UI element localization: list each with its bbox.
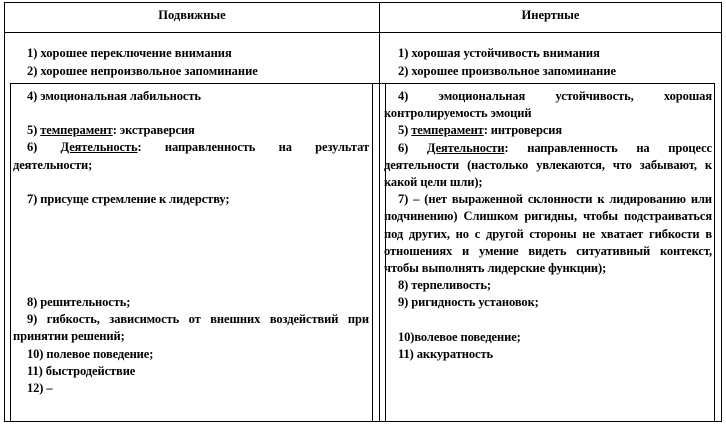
inner-box-top <box>10 83 715 84</box>
right-item-9: 9) ригидность установок; <box>398 295 539 310</box>
right-item-4: 4) эмоциональная устойчивость, хорошая контролируемость эмоций <box>384 89 712 121</box>
inner-box-left <box>10 83 11 421</box>
right-column <box>384 88 712 363</box>
right-item-8: 8) терпеливость; <box>398 278 491 293</box>
left-row-1: 1) хорошее переключение внимания <box>27 46 232 60</box>
right-border <box>721 2 722 422</box>
inner-box-right <box>714 83 715 421</box>
inner-divider-left <box>372 83 373 421</box>
left-item-7: 7) присуще стремление к лидерству; <box>27 191 230 206</box>
header-inert: Инертные <box>521 8 580 22</box>
left-column <box>13 88 369 397</box>
left-item-10: 10) полевое поведение; <box>27 346 154 361</box>
header-mobile: Подвижные <box>158 8 226 22</box>
right-row-2: 2) хорошее произвольное запоминание <box>398 64 617 78</box>
left-item-11: 11) быстродействие <box>27 363 136 378</box>
right-item-11: 11) аккуратность <box>398 346 493 361</box>
left-item-4: 4) эмоциональная лабильность <box>27 89 201 103</box>
left-item-6: 6) Деятельность: направленность на результат деятельности; <box>13 140 369 172</box>
right-item-5: 5) темперамент: интроверсия <box>398 123 563 138</box>
right-item-6: 6) Деятельности: направленность на процесс деятельности (настолько увлекаются, что забывают, к какой цели шли); <box>384 140 712 190</box>
left-item-8: 8) решительность; <box>27 295 131 310</box>
header-divider <box>4 32 722 33</box>
right-row-1: 1) хорошая устойчивость внимания <box>398 46 600 60</box>
bottom-border <box>4 421 722 422</box>
right-item-7: 7) – (нет выраженной склонности к лидированию или подчинению) Слишком ригидны, чтобы подстраиваться под других, но с другой стороны не хватает гибкости в отношениях и умение видеть ситуативный контекст, чтобы выполнять лидерские функции); <box>384 192 712 276</box>
left-row-2: 2) хорошее непроизвольное запоминание <box>27 64 258 78</box>
left-item-9: 9) гибкость, зависимость от внешних воздействий при принятии решений; <box>13 312 369 344</box>
column-divider <box>379 2 380 422</box>
left-border <box>4 2 5 422</box>
left-item-12: 12) – <box>27 381 53 396</box>
left-item-5: 5) темперамент: экстраверсия <box>27 123 195 138</box>
top-border <box>4 2 722 3</box>
right-item-10: 10)волевое поведение; <box>398 329 521 344</box>
